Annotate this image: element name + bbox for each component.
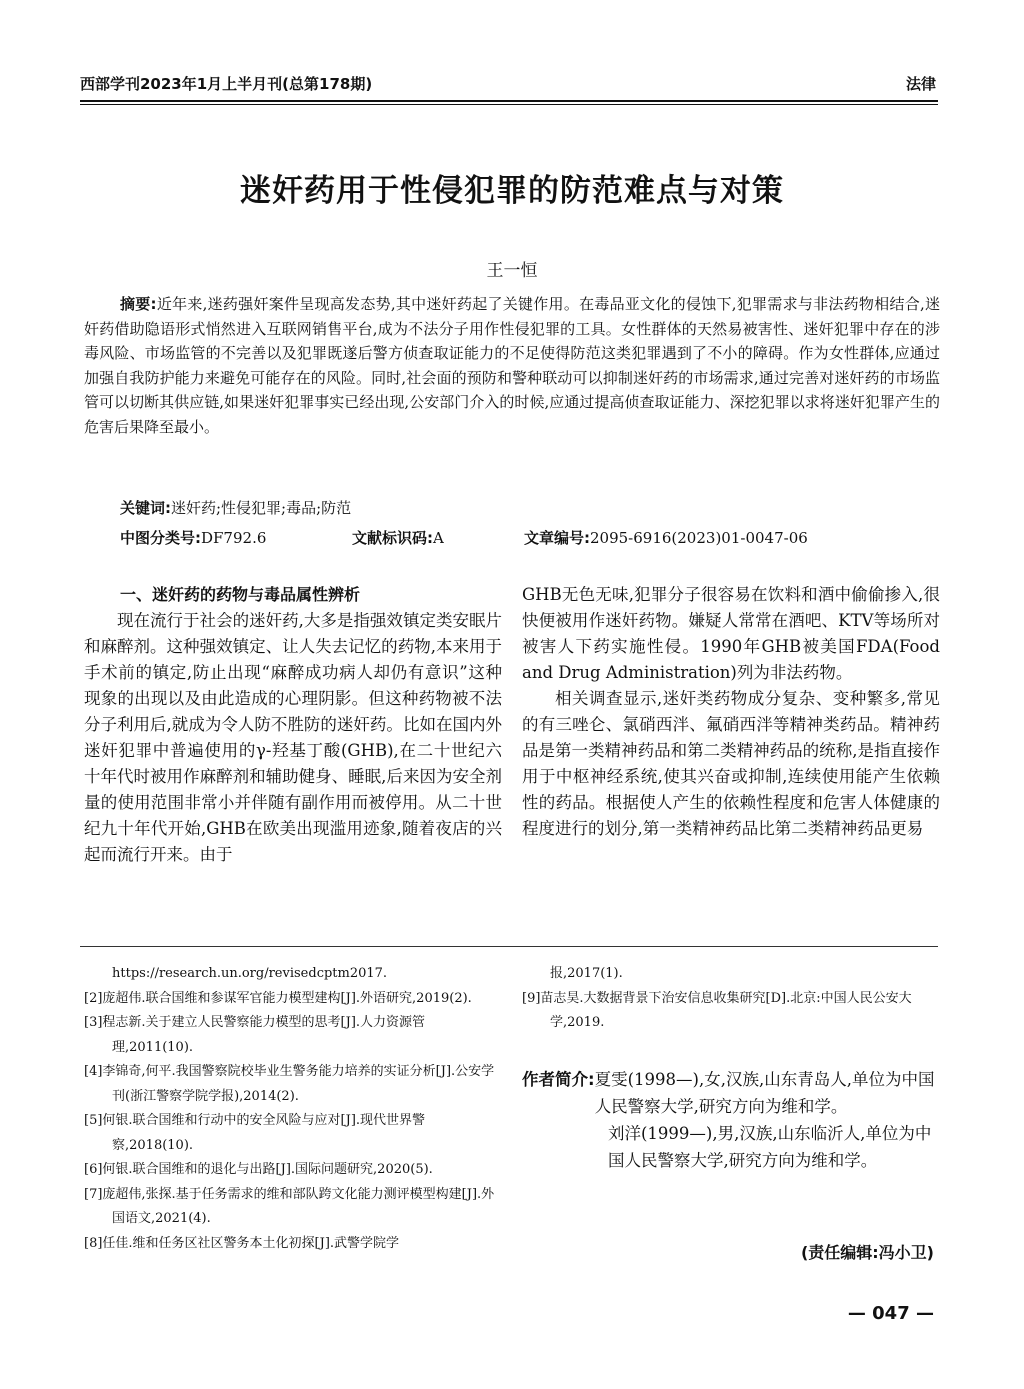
doc-value: A xyxy=(433,529,444,547)
article-label: 文章编号: xyxy=(524,529,590,547)
clc-code xyxy=(120,527,266,548)
references-left xyxy=(84,962,504,1256)
clc-value: DF792.6 xyxy=(201,529,267,547)
left-column xyxy=(84,582,502,868)
reference-item: [9]苗志昊.大数据背景下治安信息收集研究[D].北京:中国人民公安大学,2019. xyxy=(522,990,912,1030)
footnote-divider xyxy=(80,946,938,947)
article-value: 2095-6916(2023)01-0047-06 xyxy=(590,529,808,547)
body-paragraph: GHB无色无味,犯罪分子很容易在饮料和酒中偷偷掺入,很快便被用作迷奸药物。嫌疑人常常在酒吧、KTV等场所对被害人下药实施性侵。1990年GHB被美国FDA(Food and Drug Administration)列为非法药物。 xyxy=(522,585,940,682)
reference-item: [3]程志新.关于建立人民警察能力模型的思考[J].人力资源管理,2011(10). xyxy=(84,1015,426,1055)
reference-item: [6]何银.联合国维和的退化与出路[J].国际问题研究,2020(5). xyxy=(84,1162,433,1177)
reference-item: 报,2017(1). xyxy=(550,966,623,981)
keywords-text: 迷奸药;性侵犯罪;毒品;防范 xyxy=(171,499,352,517)
author-name: 王一恒 xyxy=(486,261,538,281)
abstract-text: 近年来,迷药强奸案件呈现高发态势,其中迷奸药起了关键作用。在毒品亚文化的侵蚀下,犯罪需求与非法药物相结合,迷奸药借助隐语形式悄然进入互联网销售平台,成为不法分子用作性侵犯罪的工具。女性群体的天然易被害性、迷奸犯罪中存在的涉毒风险、市场监管的不完善以及犯罪既遂后警方侦查取证能力的不足使得防范这类犯罪遇到了不小的障碍。作为女性群体,应通过加强自我防护能力来避免可能存在的风险。同时,社会面的预防和警种联动可以抑制迷奸药的市场需求,通过完善对迷奸药的市场监管可以切断其供应链,如果迷奸犯罪事实已经出现,公安部门介入的时候,应通过提高侦查取证能力、深挖犯罪以求将迷奸犯罪产生的危害后果降至最小。 xyxy=(84,295,941,436)
journal-header: 西部学刊2023年1月上半月刊(总第178期) xyxy=(80,75,373,93)
references-right xyxy=(522,962,938,1036)
clc-label: 中图分类号: xyxy=(120,529,201,547)
reference-item: [7]庞超伟,张探.基于任务需求的维和部队跨文化能力测评模型构建[J].外国语文,2021(4). xyxy=(84,1186,495,1226)
doc-code xyxy=(352,527,444,548)
section-heading: 一、迷奸药的药物与毒品属性辨析 xyxy=(120,585,361,604)
bio-label: 作者简介: xyxy=(522,1070,595,1089)
keywords xyxy=(120,497,351,518)
keywords-label: 关键词: xyxy=(120,499,171,517)
abstract xyxy=(84,292,940,439)
reference-item: https://research.un.org/revisedcptm2017. xyxy=(112,966,388,981)
header-divider xyxy=(80,100,938,105)
author-bio xyxy=(522,1066,938,1174)
article-title: 迷奸药用于性侵犯罪的防范难点与对策 xyxy=(240,173,784,209)
reference-item: [8]任佳.维和任务区社区警务本土化初探[J].武警学院学 xyxy=(84,1235,400,1251)
bio-author-2: 刘洋(1999—),男,汉族,山东临沂人,单位为中国人民警察大学,研究方向为维和学。 xyxy=(608,1124,932,1170)
reference-item: [5]何银.联合国维和行动中的安全风险与应对[J].现代世界警察,2018(10). xyxy=(84,1113,426,1153)
editor-credit: (责任编辑:冯小卫) xyxy=(800,1243,934,1262)
page-number: — 047 — xyxy=(847,1303,934,1324)
article-number xyxy=(524,527,808,548)
bio-author-1: 夏雯(1998—),女,汉族,山东青岛人,单位为中国人民警察大学,研究方向为维和学。 xyxy=(594,1070,935,1116)
right-column xyxy=(522,582,940,842)
abstract-label: 摘要: xyxy=(120,295,157,313)
body-paragraph: 现在流行于社会的迷奸药,大多是指强效镇定类安眠片和麻醉剂。这种强效镇定、让人失去记忆的药物,本来用于手术前的镇定,防止出现“麻醉成功病人却仍有意识”这种现象的出现以及由此造成的心理阴影。但这种药物被不法分子利用后,就成为令人防不胜防的迷奸药。比如在国内外迷奸犯罪中普遍使用的γ-羟基丁酸(GHB),在二十世纪六十年代时被用作麻醉剂和辅助健身、睡眠,后来因为安全剂量的使用范围非常小并伴随有副作用而被停用。从二十世纪九十年代开始,GHB在欧美出现滥用迹象,随着夜店的兴起而流行开来。由于 xyxy=(84,611,502,864)
section-label: 法律 xyxy=(905,75,936,93)
reference-item: [2]庞超伟.联合国维和参谋军官能力模型建构[J].外语研究,2019(2). xyxy=(84,990,472,1006)
reference-item: [4]李锦奇,何平.我国警察院校毕业生警务能力培养的实证分析[J].公安学刊(浙江警察学院学报),2014(2). xyxy=(84,1064,495,1104)
body-paragraph: 相关调查显示,迷奸类药物成分复杂、变种繁多,常见的有三唑仑、氯硝西泮、氟硝西泮等精神类药品。精神药品是第一类精神药品和第二类精神药品的统称,是指直接作用于中枢神经系统,使其兴奋或抑制,连续使用能产生依赖性的药品。根据使人产生的依赖性程度和危害人体健康的程度进行的划分,第一类精神药品比第二类精神药品更易 xyxy=(522,689,940,838)
doc-label: 文献标识码: xyxy=(352,529,433,547)
